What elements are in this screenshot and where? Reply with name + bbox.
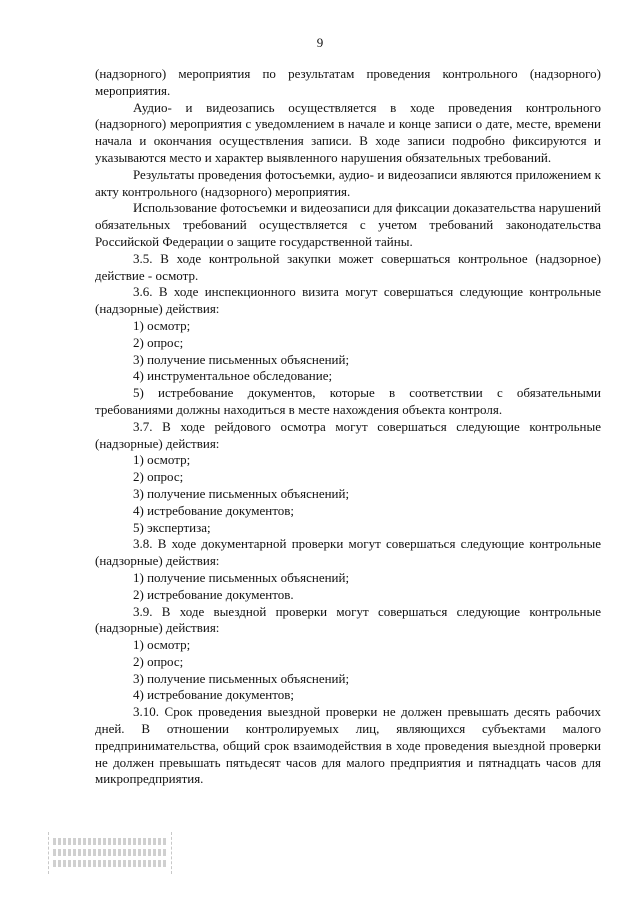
paragraph: Результаты проведения фотосъемки, аудио- и видеозаписи являются приложением к акту контрольного (надзорного) мероприятия. [95,166,601,199]
paragraph: 3.9. В ходе выездной проверки могут совершаться следующие контрольные (надзорные) действия: [95,603,601,636]
paragraph: 3.7. В ходе рейдового осмотра могут совершаться следующие контрольные (надзорные) действия: [95,418,601,451]
list-item: 1) осмотр; [133,317,191,333]
stamp-line [53,849,167,856]
registration-stamp [48,832,172,874]
list-item: 1) получение письменных объяснений; [133,569,350,585]
paragraph: 3.10. Срок проведения выездной проверки не должен превышать десять рабочих дней. В отношении контролируемых лиц, являющихся субъектами малого предпринимательства, общий срок взаимодействия в ходе проведения выездной проверки не должен превышать пятьдесят часов для малого предприятия и пятнадцать часов для микропредприятия. [95,704,601,787]
stamp-line [53,838,167,845]
paragraph: 5) истребование документов, которые в соответствии с обязательными требованиями должны находиться в месте нахождения объекта контроля. [95,385,601,417]
list-item: 4) инструментальное обследование; [133,368,333,384]
list-item: 2) истребование документов. [133,586,294,602]
list-item: 5) экспертиза; [133,519,211,535]
page-number: 9 [316,35,324,50]
list-item: 2) опрос; [133,469,184,485]
paragraph: 3.6. В ходе инспекционного визита могут совершаться следующие контрольные (надзорные) действия: [95,284,601,317]
list-item: 3) получение письменных объяснений; [133,485,350,501]
list-item: 2) опрос; [133,334,184,350]
list-item: 4) истребование документов; [133,502,294,518]
paragraph: 3.8. В ходе документарной проверки могут совершаться следующие контрольные (надзорные) действия: [95,536,601,569]
list-item: 1) осмотр; [133,452,191,468]
list-item: 2) опрос; [133,653,184,669]
stamp-line [53,860,167,867]
paragraph: Аудио- и видеозапись осуществляется в ходе проведения контрольного (надзорного) мероприятия с уведомлением в начале и конце записи о дате, месте, времени начала и окончания осуществления записи. В ходе записи подробно фиксируются и указываются место и характер выявленного нарушения обязательных требований. [95,99,601,165]
list-item: 3) получение письменных объяснений; [133,351,350,367]
list-item: 1) осмотр; [133,637,191,653]
list-item: 4) истребование документов; [133,687,294,703]
paragraph: 3.5. В ходе контрольной закупки может совершаться контрольное (надзорное) действие - осмотр. [95,250,601,283]
document-body [95,66,601,788]
paragraph: Использование фотосъемки и видеозаписи для фиксации доказательства нарушений обязательных требований осуществляется с учетом требований законодательства Российской Федерации о защите государственной тайны. [95,200,601,249]
paragraph: (надзорного) мероприятия по результатам проведения контрольного (надзорного) мероприятия. [95,66,601,98]
list-item: 3) получение письменных объяснений; [133,670,350,686]
